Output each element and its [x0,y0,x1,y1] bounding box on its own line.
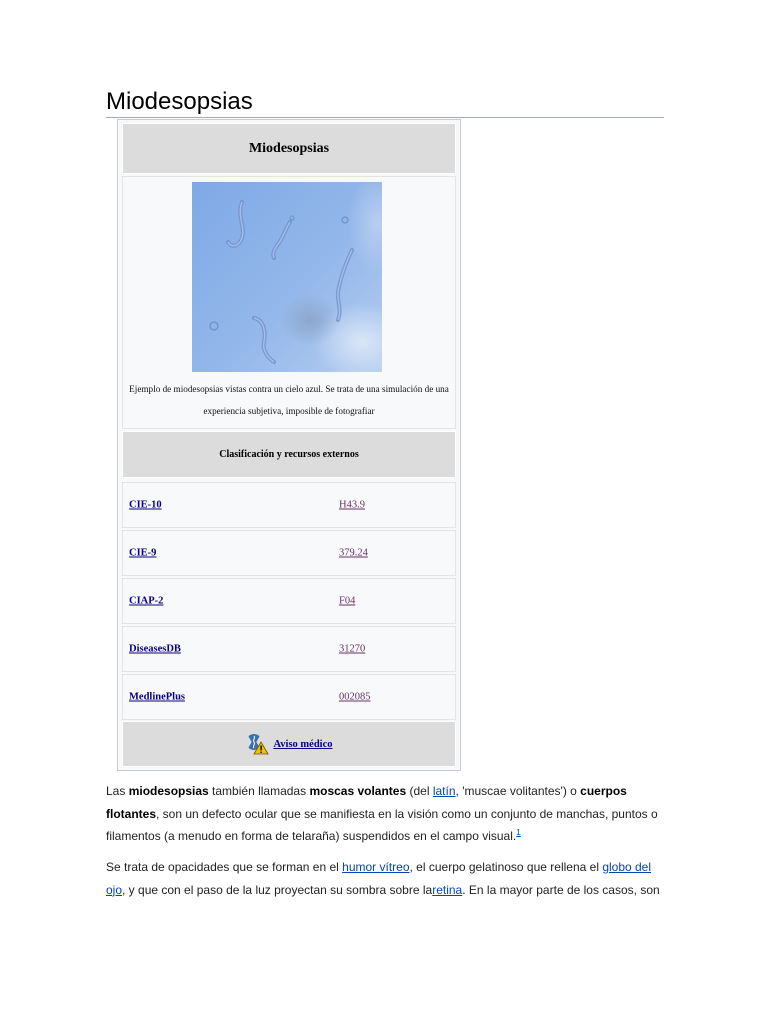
article-paragraph-2 [106,856,666,901]
title-divider [106,117,664,118]
diseasesdb-link[interactable]: DiseasesDB [129,643,181,655]
cie10-code-link[interactable]: H43.9 [339,499,365,511]
diseasesdb-code-link[interactable]: 31270 [339,643,366,655]
cie10-link[interactable]: CIE-10 [129,499,162,511]
infobox-row [122,626,456,672]
text-run: Las [106,784,129,798]
humor-vitreo-link[interactable]: humor vítreo [342,860,410,874]
text-run: Se trata de opacidades que se forman en el [106,860,343,874]
medical-warning-link[interactable]: Aviso médico [273,738,333,750]
bold-term: cuerpos flotantes [106,784,627,821]
infobox [117,119,461,771]
infobox-title-cell [122,123,456,174]
retina-link[interactable]: retina [432,882,463,897]
page-title: Miodesopsias [106,88,253,115]
globo-del-ojo-link[interactable]: globo del ojo [106,860,652,897]
ciap2-code-link[interactable]: F04 [339,595,356,607]
text-run: . En la mayor parte de los casos, son [462,882,660,897]
medlineplus-link[interactable]: MedlinePlus [129,691,186,703]
medical-warning-icon [245,733,269,755]
text-run: (del [406,784,433,798]
bold-term: moscas volantes [309,784,407,798]
text-run: , son un defecto ocular que se manifiesta en la visión como un conjunto de manchas, puntos o filamentos (a menudo en forma de telaraña) suspendidos en el campo visual. [106,806,658,843]
ciap2-link[interactable]: CIAP-2 [129,595,164,607]
text-run: , el cuerpo gelatinoso que rellena el [409,860,603,874]
infobox-section-title: Clasificación y recursos externos [219,449,359,460]
infobox-caption: Ejemplo de miodesopsias vistas contra un cielo azul. Se trata de una simulación de una experiencia subjetiva, imposible de fotografiar [129,384,449,416]
article-paragraph-1 [106,780,666,848]
cie9-code-link[interactable]: 379.24 [339,547,368,559]
infobox-title: Miodesopsias [248,140,330,156]
reference-link[interactable]: 1 [516,828,521,837]
text-run: , y que con el paso de la luz proyectan su sombra sobre la [122,882,433,897]
infobox-row [122,482,456,528]
cie9-link[interactable]: CIE-9 [129,547,157,559]
infobox-row [122,530,456,576]
text-run: , 'muscae volitantes') o [455,784,581,798]
infobox-row [122,578,456,624]
infobox-row [122,674,456,720]
infobox-footer [122,721,456,767]
medlineplus-code-link[interactable]: 002085 [339,691,371,703]
latin-link[interactable]: latín [432,784,456,798]
infobox-section-header [122,431,456,478]
bold-term: miodesopsias [128,784,209,798]
text-run: también llamadas [208,784,310,798]
floaters-image[interactable] [192,182,382,372]
